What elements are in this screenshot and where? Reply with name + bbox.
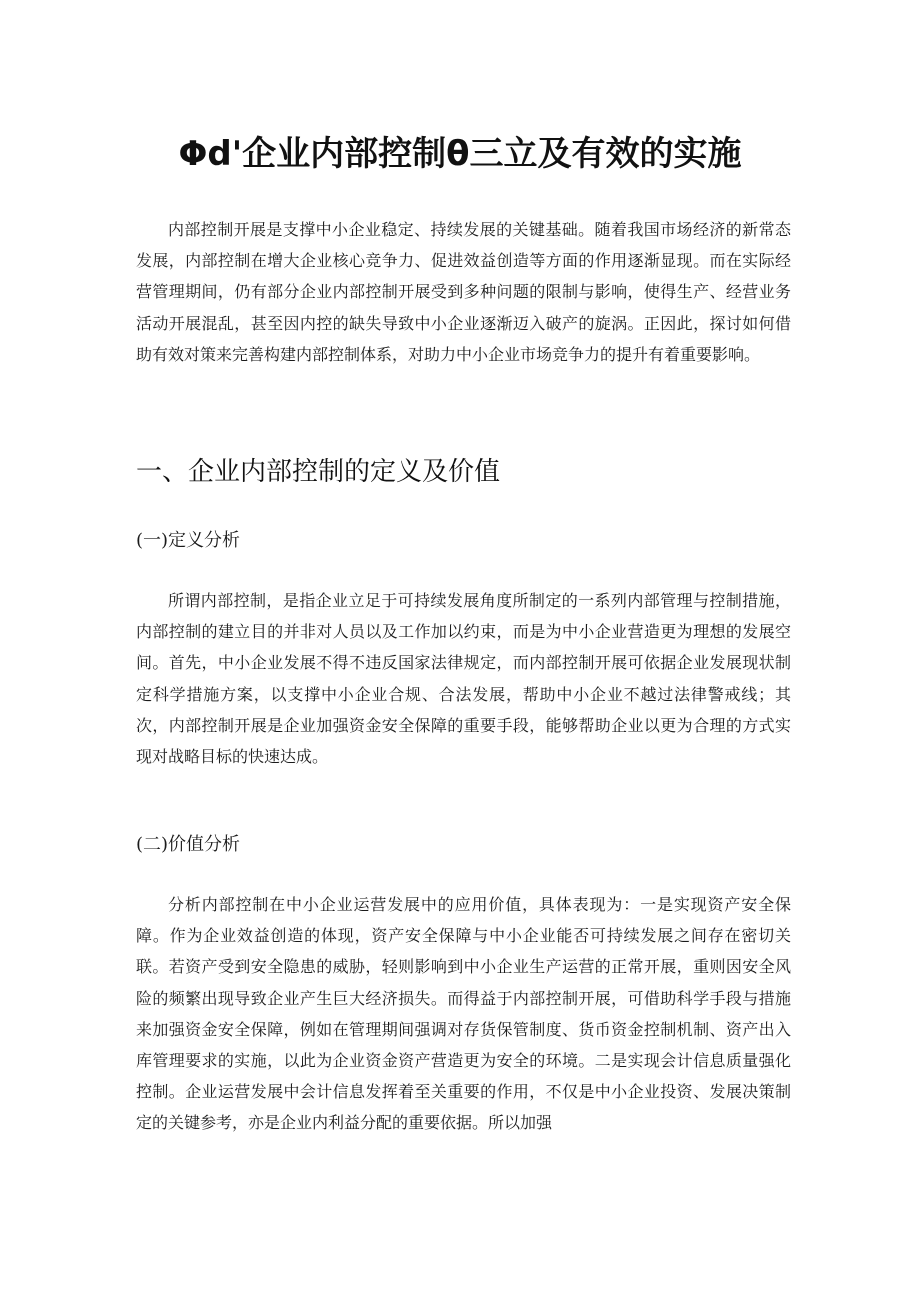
intro-paragraph: 内部控制开展是支撑中小企业稳定、持续发展的关键基础。随着我国市场经济的新常态发展，内部控制在增大企业核心竞争力、促进效益创造等方面的作用逐渐显现。而在实际经营管理期间，仍有部分企业内部控制开展受到多种问题的限制与影响，使得生产、经营业务活动开展混乱，甚至因内控的缺失导致中小企业逐渐迈入破产的旋涡。正因此，探讨如何借助有效对策来完善构建内部控制体系，对助力中小企业市场竞争力的提升有着重要影响。 bbox=[136, 220, 791, 364]
value-paragraph: 分析内部控制在中小企业运营发展中的应用价值，具体表现为：一是实现资产安全保障。作为企业效益创造的体现，资产安全保障与中小企业能否可持续发展之间存在密切关联。若资产受到安全隐患的威胁，轻则影响到中小企业生产运营的正常开展，重则因安全风险的频繁出现导致企业产生巨大经济损失。而得益于内部控制开展，可借助科学手段与措施来加强资金安全保障，例如在管理期间强调对存货保管制度、货币资金控制机制、资产出入库管理要求的实施，以此为企业资金资产营造更为安全的环境。二是实现会计信息质量强化控制。企业运营发展中会计信息发挥着至关重要的作用，不仅是中小企业投资、发展决策制定的关键参考，亦是企业内利益分配的重要依据。所以加强 bbox=[136, 895, 791, 1133]
document-title: Φd'企业内部控制θ三立及有效的实施 bbox=[178, 134, 742, 174]
section-heading-1: 一、企业内部控制的定义及价值 bbox=[136, 457, 501, 487]
definition-paragraph: 所谓内部控制，是指企业立足于可持续发展角度所制定的一系列内部管理与控制措施，内部控制的建立目的并非对人员以及工作加以约束，而是为中小企业营造更为理想的发展空间。首先，中小企业发展不得不违反国家法律规定，而内部控制开展可依据企业发展现状制定科学措施方案，以支撑中小企业合规、合法发展，帮助中小企业不越过法律警戒线；其次，内部控制开展是企业加强资金安全保障的重要手段，能够帮助企业以更为合理的方式实现对战略目标的快速达成。 bbox=[136, 591, 791, 767]
subsection-heading-value: (二)价值分析 bbox=[136, 834, 241, 855]
subsection-heading-definition: (一)定义分析 bbox=[136, 530, 241, 551]
